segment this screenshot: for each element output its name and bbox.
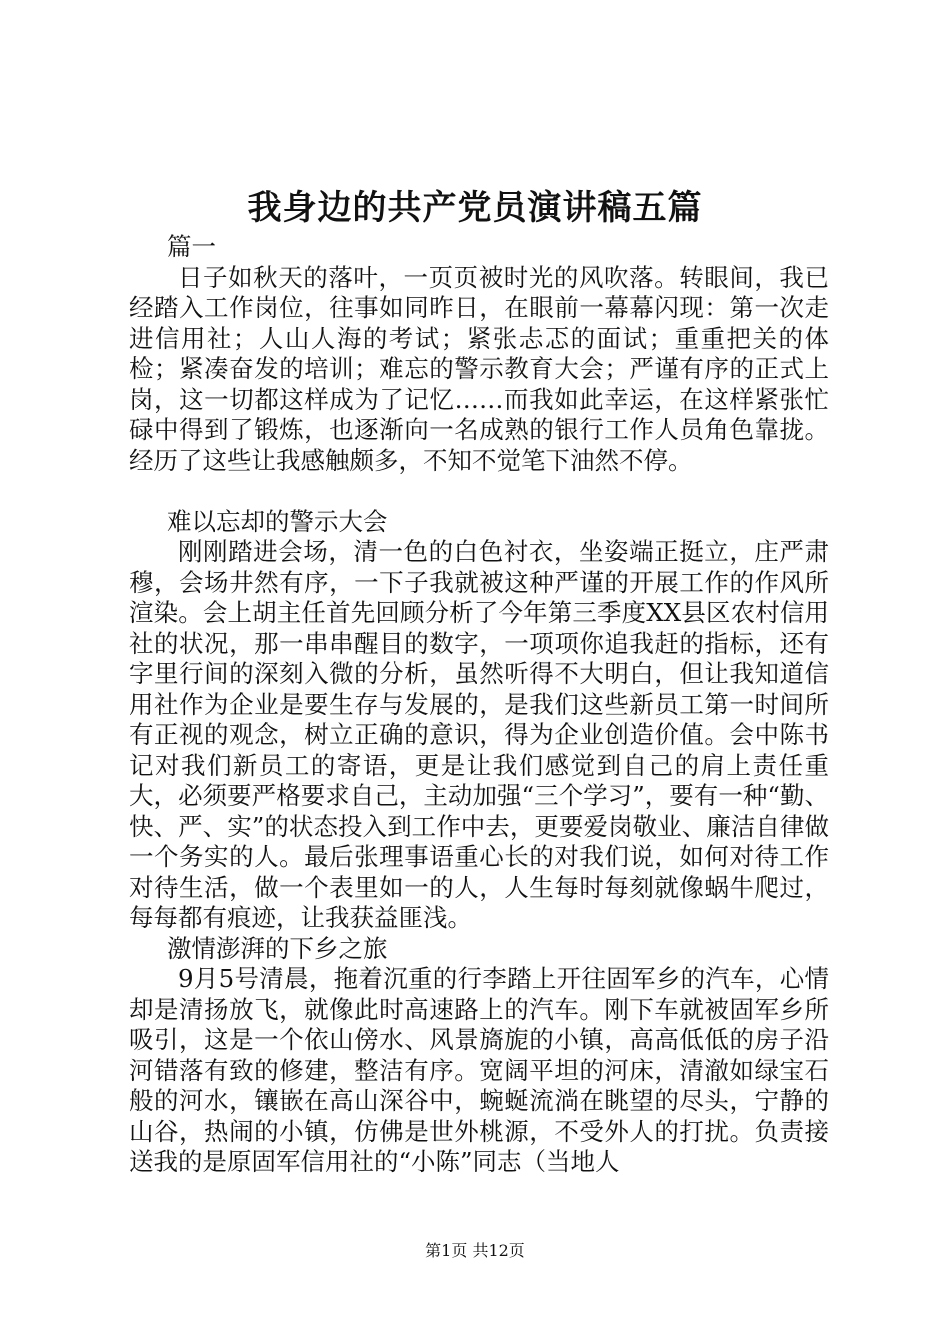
document-body <box>129 232 829 1178</box>
paragraph-intro: 日子如秋天的落叶，一页页被时光的风吹落。转眼间，我已经踏入工作岗位，往事如同昨日，在眼前一幕幕闪现：第一次走进信用社；人山人海的考试；紧张忐忑的面试；重重把关的体检；紧凑奋发的培训；难忘的警示教育大会；严谨有序的正式上岗，这一切都这样成为了记忆……而我如此幸运，在这样紧张忙碌中得到了锻炼，也逐渐向一名成熟的银行工作人员角色靠拢。经历了这些让我感触颇多，不知不觉笔下油然不停。 <box>129 262 829 475</box>
subheading-warning-meeting: 难以忘却的警示大会 <box>167 506 388 536</box>
paragraph-spacer <box>129 476 829 507</box>
paragraph-warning-meeting: 刚刚踏进会场，清一色的白色衬衣，坐姿端正挺立，庄严肃穆，会场井然有序，一下子我就被这种严谨的开展工作的作风所渲染。会上胡主任首先回顾分析了今年第三季度XX县区农村信用社的状况，那一串串醒目的数字，一项项你追我赶的指标，还有字里行间的深刻入微的分析，虽然听得不大明白，但让我知道信用社作为企业是要生存与发展的，是我们这些新员工第一时间所有正视的观念，树立正确的意识，得为企业创造价值。会中陈书记对我们新员工的寄语，更是让我们感觉到自己的肩上责任重大，必须要严格要求自己，主动加强“三个学习”，要有一种“勤、快、严、实”的状态投入到工作中去，更要爱岗敬业、廉洁自律做一个务实的人。最后张理事语重心长的对我们说，如何对待工作对待生活，做一个表里如一的人，人生每时每刻就像蜗牛爬过，每每都有痕迹，让我获益匪浅。 <box>129 537 829 932</box>
section-label: 篇一 <box>167 232 216 261</box>
paragraph-countryside-trip: 9月5号清晨，拖着沉重的行李踏上开往固军乡的汽车，心情却是清扬放飞，就像此时高速路上的汽车。刚下车就被固军乡所吸引，这是一个依山傍水、风景旖旎的小镇，高高低低的房子沿河错落有致的修建，整洁有序。宽阔平坦的河床，清澈如绿宝石般的河水，镶嵌在高山深谷中，蜿蜒流淌在眺望的尽头，宁静的山谷，热闹的小镇，仿佛是世外桃源，不受外人的打扰。负责接送我的是原固军信用社的“小陈”同志（当地人 <box>129 964 829 1176</box>
subheading-countryside-trip: 激情澎湃的下乡之旅 <box>167 933 388 963</box>
document-title: 我身边的共产党员演讲稿五篇 <box>247 188 703 228</box>
page-footer: 第1页 共12页 <box>425 1241 525 1260</box>
